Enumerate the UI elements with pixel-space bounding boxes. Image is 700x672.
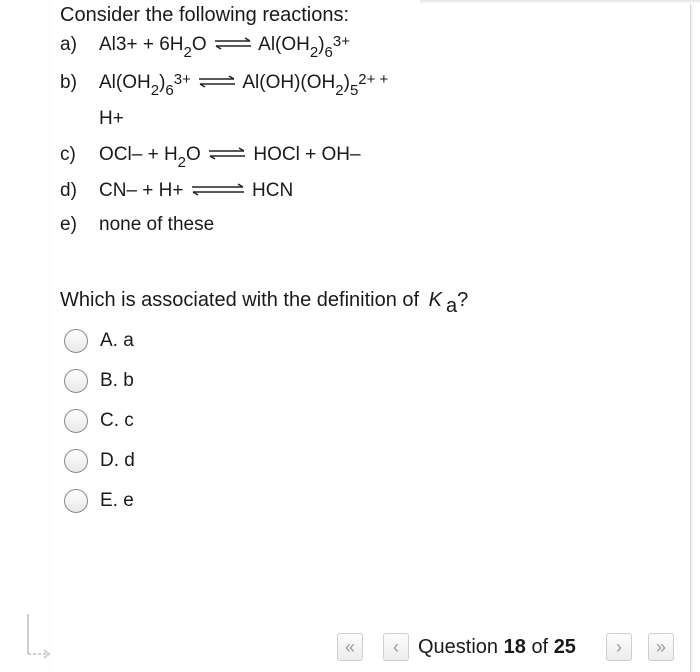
double-chevron-left-icon: «	[344, 637, 355, 657]
of-word: of	[531, 636, 549, 658]
subscript: 6	[165, 82, 174, 99]
reaction-equation	[99, 180, 293, 202]
question-card	[50, 0, 691, 672]
radio-button[interactable]	[64, 489, 88, 513]
charge: 2+ +	[358, 71, 389, 88]
question-mark: ?	[457, 289, 469, 311]
radio-button[interactable]	[64, 409, 88, 433]
subscript: 2	[309, 44, 319, 61]
reaction-b-continuation: H+	[99, 108, 124, 129]
prompt-title: Consider the following reactions:	[60, 4, 350, 26]
radio-button[interactable]	[64, 329, 88, 353]
subscript: 2	[183, 44, 192, 61]
subscript: 2	[177, 154, 187, 171]
equilibrium-arrow-icon	[208, 147, 246, 161]
radio-button[interactable]	[64, 449, 88, 473]
subscript: 5	[349, 82, 359, 99]
option-label: C. c	[100, 410, 134, 431]
species: HCN	[252, 180, 294, 201]
reaction-label: e)	[60, 214, 77, 235]
species: )	[343, 72, 350, 93]
species: )	[318, 34, 325, 55]
species: OCl– + H	[99, 144, 178, 165]
species: Al(OH	[258, 34, 310, 55]
reaction-equation	[99, 33, 350, 61]
species: CN– + H+	[99, 180, 184, 201]
equilibrium-arrow-icon	[191, 183, 245, 197]
equilibrium-arrow-icon	[214, 37, 252, 51]
question-word: Question	[418, 636, 499, 658]
subscript: 2	[150, 82, 160, 99]
next-question-button[interactable]	[606, 633, 632, 661]
reaction-equation	[99, 71, 389, 99]
ka-symbol: K	[428, 289, 442, 311]
species: Al(OH)(OH	[242, 72, 336, 93]
question-body: Which is associated with the definition of	[60, 289, 420, 311]
chevron-right-icon: ›	[616, 637, 622, 657]
subscript: 2	[335, 82, 344, 99]
reaction-label: a)	[60, 34, 77, 55]
ka-subscript: a	[445, 295, 458, 317]
charge: 3+	[173, 71, 191, 88]
charge: 3+	[332, 33, 350, 50]
radio-button[interactable]	[64, 369, 88, 393]
species: Al(OH	[99, 72, 151, 93]
option-label: E. e	[100, 490, 134, 511]
question-counter	[418, 636, 576, 659]
reaction-label: c)	[60, 144, 76, 165]
reaction-label: d)	[60, 180, 77, 201]
species: Al3+ + 6H	[99, 34, 184, 55]
corner-arrow-icon	[20, 612, 56, 668]
species: )	[159, 72, 166, 93]
total-questions: 25	[553, 636, 576, 658]
top-shade	[420, 0, 700, 4]
subscript: 6	[324, 44, 333, 61]
previous-question-button[interactable]	[383, 633, 409, 661]
chevron-left-icon: ‹	[393, 637, 399, 657]
current-question-number: 18	[503, 636, 526, 658]
equilibrium-arrow-icon	[198, 75, 236, 89]
option-label: A. a	[100, 330, 134, 351]
question-text	[60, 289, 469, 317]
reaction-label: b)	[60, 72, 77, 93]
last-question-button[interactable]	[648, 633, 674, 661]
species: O	[191, 34, 207, 55]
first-question-button[interactable]	[337, 633, 363, 661]
species: HOCl + OH–	[253, 144, 361, 165]
reaction-text: none of these	[99, 214, 215, 235]
option-label: B. b	[100, 370, 134, 391]
species: O	[186, 144, 201, 165]
reaction-equation	[99, 144, 361, 171]
option-label: D. d	[100, 450, 135, 471]
double-chevron-right-icon: »	[655, 637, 666, 657]
